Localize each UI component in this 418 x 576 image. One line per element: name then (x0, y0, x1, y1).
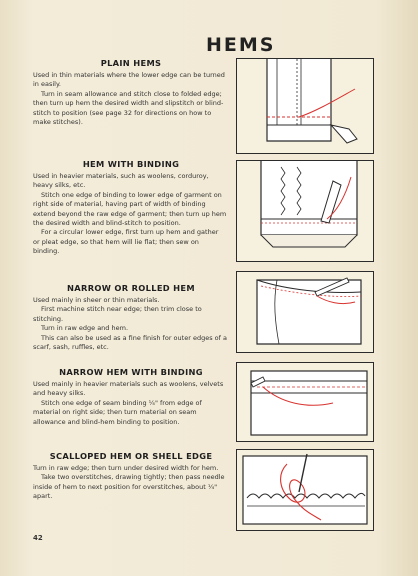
paragraph: First machine stitch near edge; then trim close to stitching. (33, 305, 202, 323)
paragraph: Used mainly in sheer or thin materials. (33, 296, 160, 304)
paragraph: Take two overstitches, drawing tightly; then pass needle inside of hem to next position for overstitches, about ¼" apart. (33, 473, 225, 501)
hem-with-binding-illustration (236, 160, 374, 262)
rolled-hem-illustration (236, 271, 374, 353)
narrow-hem-binding-drawing (237, 363, 373, 441)
plain-hem-drawing (237, 59, 373, 153)
section-title-narrow-hem-with-binding: NARROW HEM WITH BINDING (59, 367, 203, 377)
section-body-scalloped-hem (33, 464, 227, 502)
paragraph: Used mainly in heavier materials such as woolens, velvets and heavy silks. (33, 380, 224, 398)
page-title: HEMS (206, 34, 276, 56)
section-title-narrow-or-rolled-hem: NARROW OR ROLLED HEM (67, 283, 195, 293)
section-body-hem-with-binding (33, 172, 227, 257)
scalloped-hem-drawing (237, 450, 373, 530)
section-body-plain-hems (33, 71, 227, 127)
section-title-hem-with-binding: HEM WITH BINDING (82, 159, 180, 169)
paragraph: Stitch one edge of binding to lower edge of garment on right side of material, having part of width of binding extend beyond the raw edge of garment; then turn up hem the desired width and blind-stitch to position. (33, 190, 227, 228)
plain-hem-illustration (236, 58, 374, 154)
paragraph: This can also be used as a fine finish for outer edges of a scarf, sash, ruffles, etc. (33, 333, 227, 352)
rolled-hem-drawing (237, 272, 373, 352)
hem-with-binding-drawing (237, 161, 373, 261)
narrow-hem-binding-illustration (236, 362, 374, 442)
paragraph: Used in heavier materials, such as woolens, corduroy, heavy silks, etc. (33, 172, 209, 190)
scalloped-hem-illustration (236, 449, 374, 531)
section-title-plain-hems: PLAIN HEMS (100, 58, 162, 68)
paragraph: Stitch one edge of seam binding ¼" from edge of material on right side; then turn material on seam allowance and blind-hem binding to position. (33, 398, 202, 426)
section-body-narrow-hem-with-binding (33, 380, 227, 427)
section-title-scalloped-hem: SCALLOPED HEM OR SHELL EDGE (49, 451, 213, 461)
paragraph: Turn in seam allowance and stitch close to folded edge; then turn up hem the desired width and slipstitch or blind-stitch to position (see page 32 for directions on how to make stitches). (33, 89, 224, 127)
paragraph: Turn in raw edge and hem. (41, 324, 129, 333)
paragraph: Used in thin materials where the lower edge can be turned in easily. (33, 71, 225, 89)
paragraph: Turn in raw edge; then turn under desired width for hem. (33, 464, 219, 472)
section-body-narrow-or-rolled-hem (33, 296, 227, 352)
page-number: 42 (33, 534, 43, 542)
paragraph: For a circular lower edge, first turn up hem and gather or pleat edge, so that hem will lie flat; then sew on binding. (33, 228, 219, 256)
